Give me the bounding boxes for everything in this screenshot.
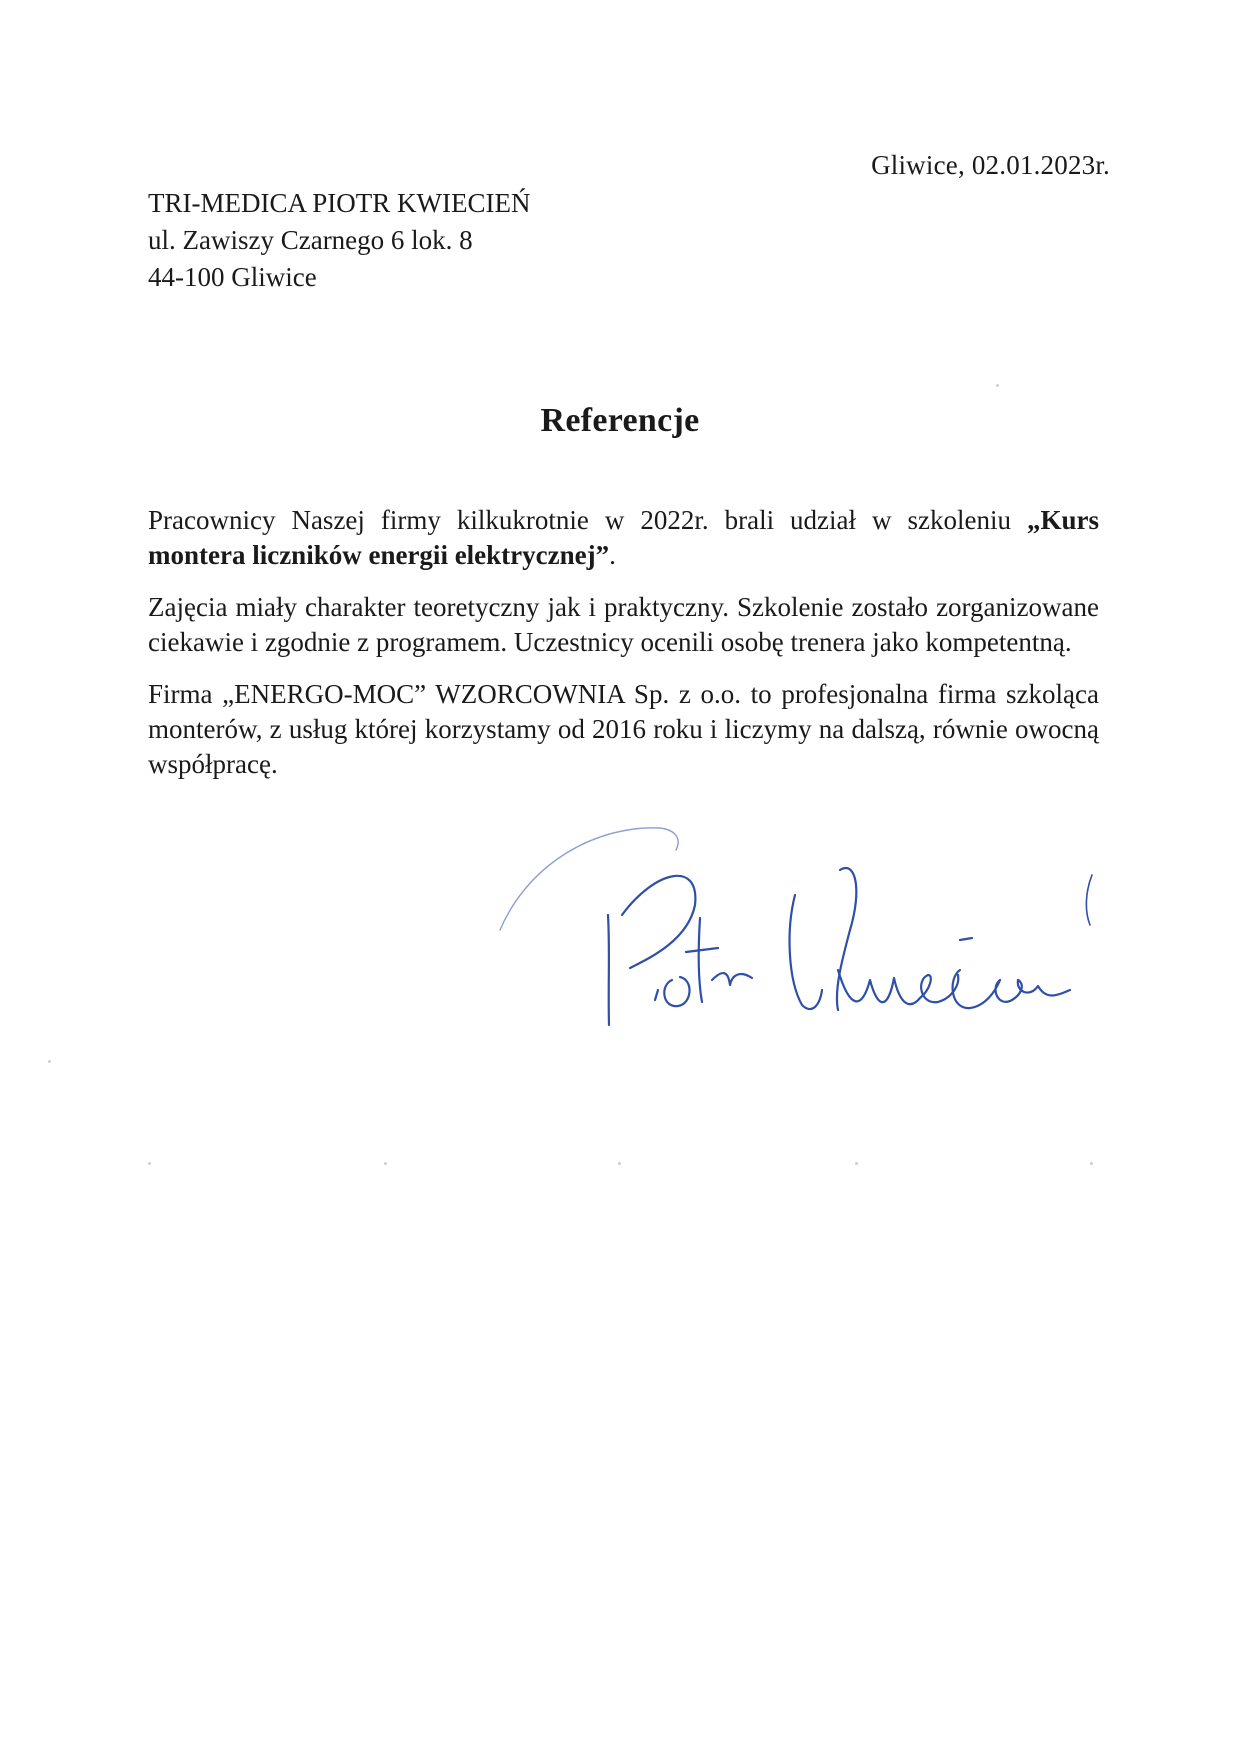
paragraph-company: Firma „ENERGO-MOC” WZORCOWNIA Sp. z o.o. to profesjonalna firma szkoląca monterów, z usług której korzystamy od 2016 roku i liczymy na dalszą, równie owocną współpracę.	[148, 679, 1099, 779]
scan-speck	[384, 1162, 387, 1165]
paragraph-training	[148, 503, 1099, 573]
sender-street: ul. Zawiszy Czarnego 6 lok. 8	[148, 225, 473, 255]
scan-speck	[48, 1060, 51, 1063]
sender-city: 44-100 Gliwice	[148, 262, 317, 292]
scan-speck	[618, 1162, 621, 1165]
course-name: „Kurs montera liczników energii elektrycznej”	[148, 505, 1099, 570]
letter-body	[148, 503, 1099, 799]
letter-title: Referencje	[540, 402, 700, 439]
scan-speck	[148, 1162, 151, 1165]
letter-date: Gliwice, 02.01.2023r.	[871, 150, 1110, 180]
scan-speck	[855, 1162, 858, 1165]
scan-speck	[1090, 1162, 1093, 1165]
scan-speck	[996, 384, 999, 387]
paragraph-classes: Zajęcia miały charakter teoretyczny jak i praktyczny. Szkolenie zostało zorganizowane ciekawie i zgodnie z programem. Uczestnicy ocenili osobę trenera jako kompetentną.	[148, 592, 1099, 657]
sender-name: TRI-MEDICA PIOTR KWIECIEŃ	[148, 188, 531, 218]
paragraph-training-end: .	[609, 540, 616, 570]
sender-address	[148, 185, 530, 296]
handwritten-signature	[490, 820, 1210, 1050]
paragraph-training-text: Pracownicy Naszej firmy kilkukrotnie w 2022r. brali udział w szkoleniu	[148, 505, 1027, 535]
